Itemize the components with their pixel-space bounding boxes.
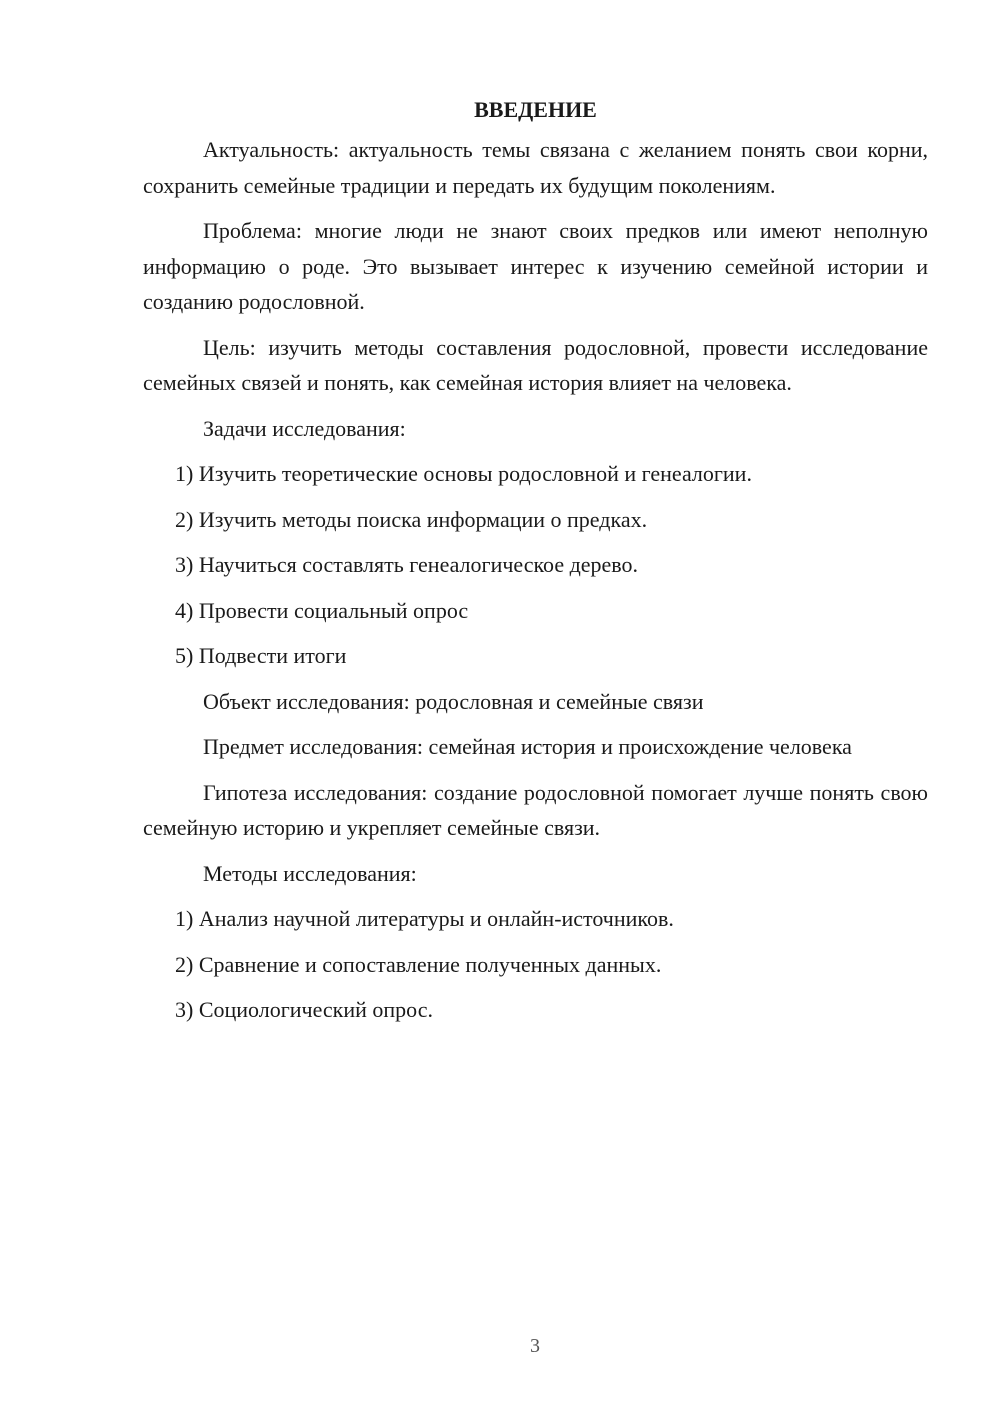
- subject-paragraph: Предмет исследования: семейная история и происхождение человека: [203, 734, 852, 759]
- relevance-paragraph: Актуальность: актуальность темы связана с желанием понять свои корни, сохранить семейные традиции и передать их будущим поколениям.: [143, 137, 928, 198]
- problem-paragraph: Проблема: многие люди не знают своих предков или имеют неполную информацию о роде. Это вызывает интерес к изучению семейной истории и созданию родословной.: [143, 218, 928, 314]
- list-item: 3) Социологический опрос.: [175, 997, 433, 1022]
- goal-paragraph: Цель: изучить методы составления родословной, провести исследование семейных связей и понять, как семейная история влияет на человека.: [143, 334, 928, 395]
- page-number: [0, 1332, 1000, 1360]
- methods-heading: Методы исследования:: [203, 860, 417, 886]
- object-paragraph: Объект исследования: родословная и семейные связи: [203, 688, 704, 714]
- list-item: 1) Анализ научной литературы и онлайн-источников.: [175, 906, 674, 931]
- tasks-heading: Задачи исследования:: [203, 415, 406, 441]
- document-page: [143, 92, 928, 1038]
- list-item: 5) Подвести итоги: [175, 643, 347, 668]
- list-item: 3) Научиться составлять генеалогическое дерево.: [175, 552, 639, 577]
- list-item: 2) Изучить методы поиска информации о предках.: [175, 506, 648, 532]
- list-item: 4) Провести социальный опрос: [175, 597, 469, 623]
- tasks-list: [143, 456, 928, 674]
- methods-list: [143, 901, 928, 1028]
- list-item: 1) Изучить теоретические основы родословной и генеалогии.: [175, 461, 752, 486]
- hypothesis-paragraph: Гипотеза исследования: создание родословной помогает лучше понять свою семейную историю и укрепляет семейные связи.: [143, 779, 928, 840]
- page-number-label: 3: [530, 1335, 540, 1357]
- list-item: 2) Сравнение и сопоставление полученных данных.: [175, 951, 662, 977]
- section-title: ВВЕДЕНИЕ: [474, 97, 597, 122]
